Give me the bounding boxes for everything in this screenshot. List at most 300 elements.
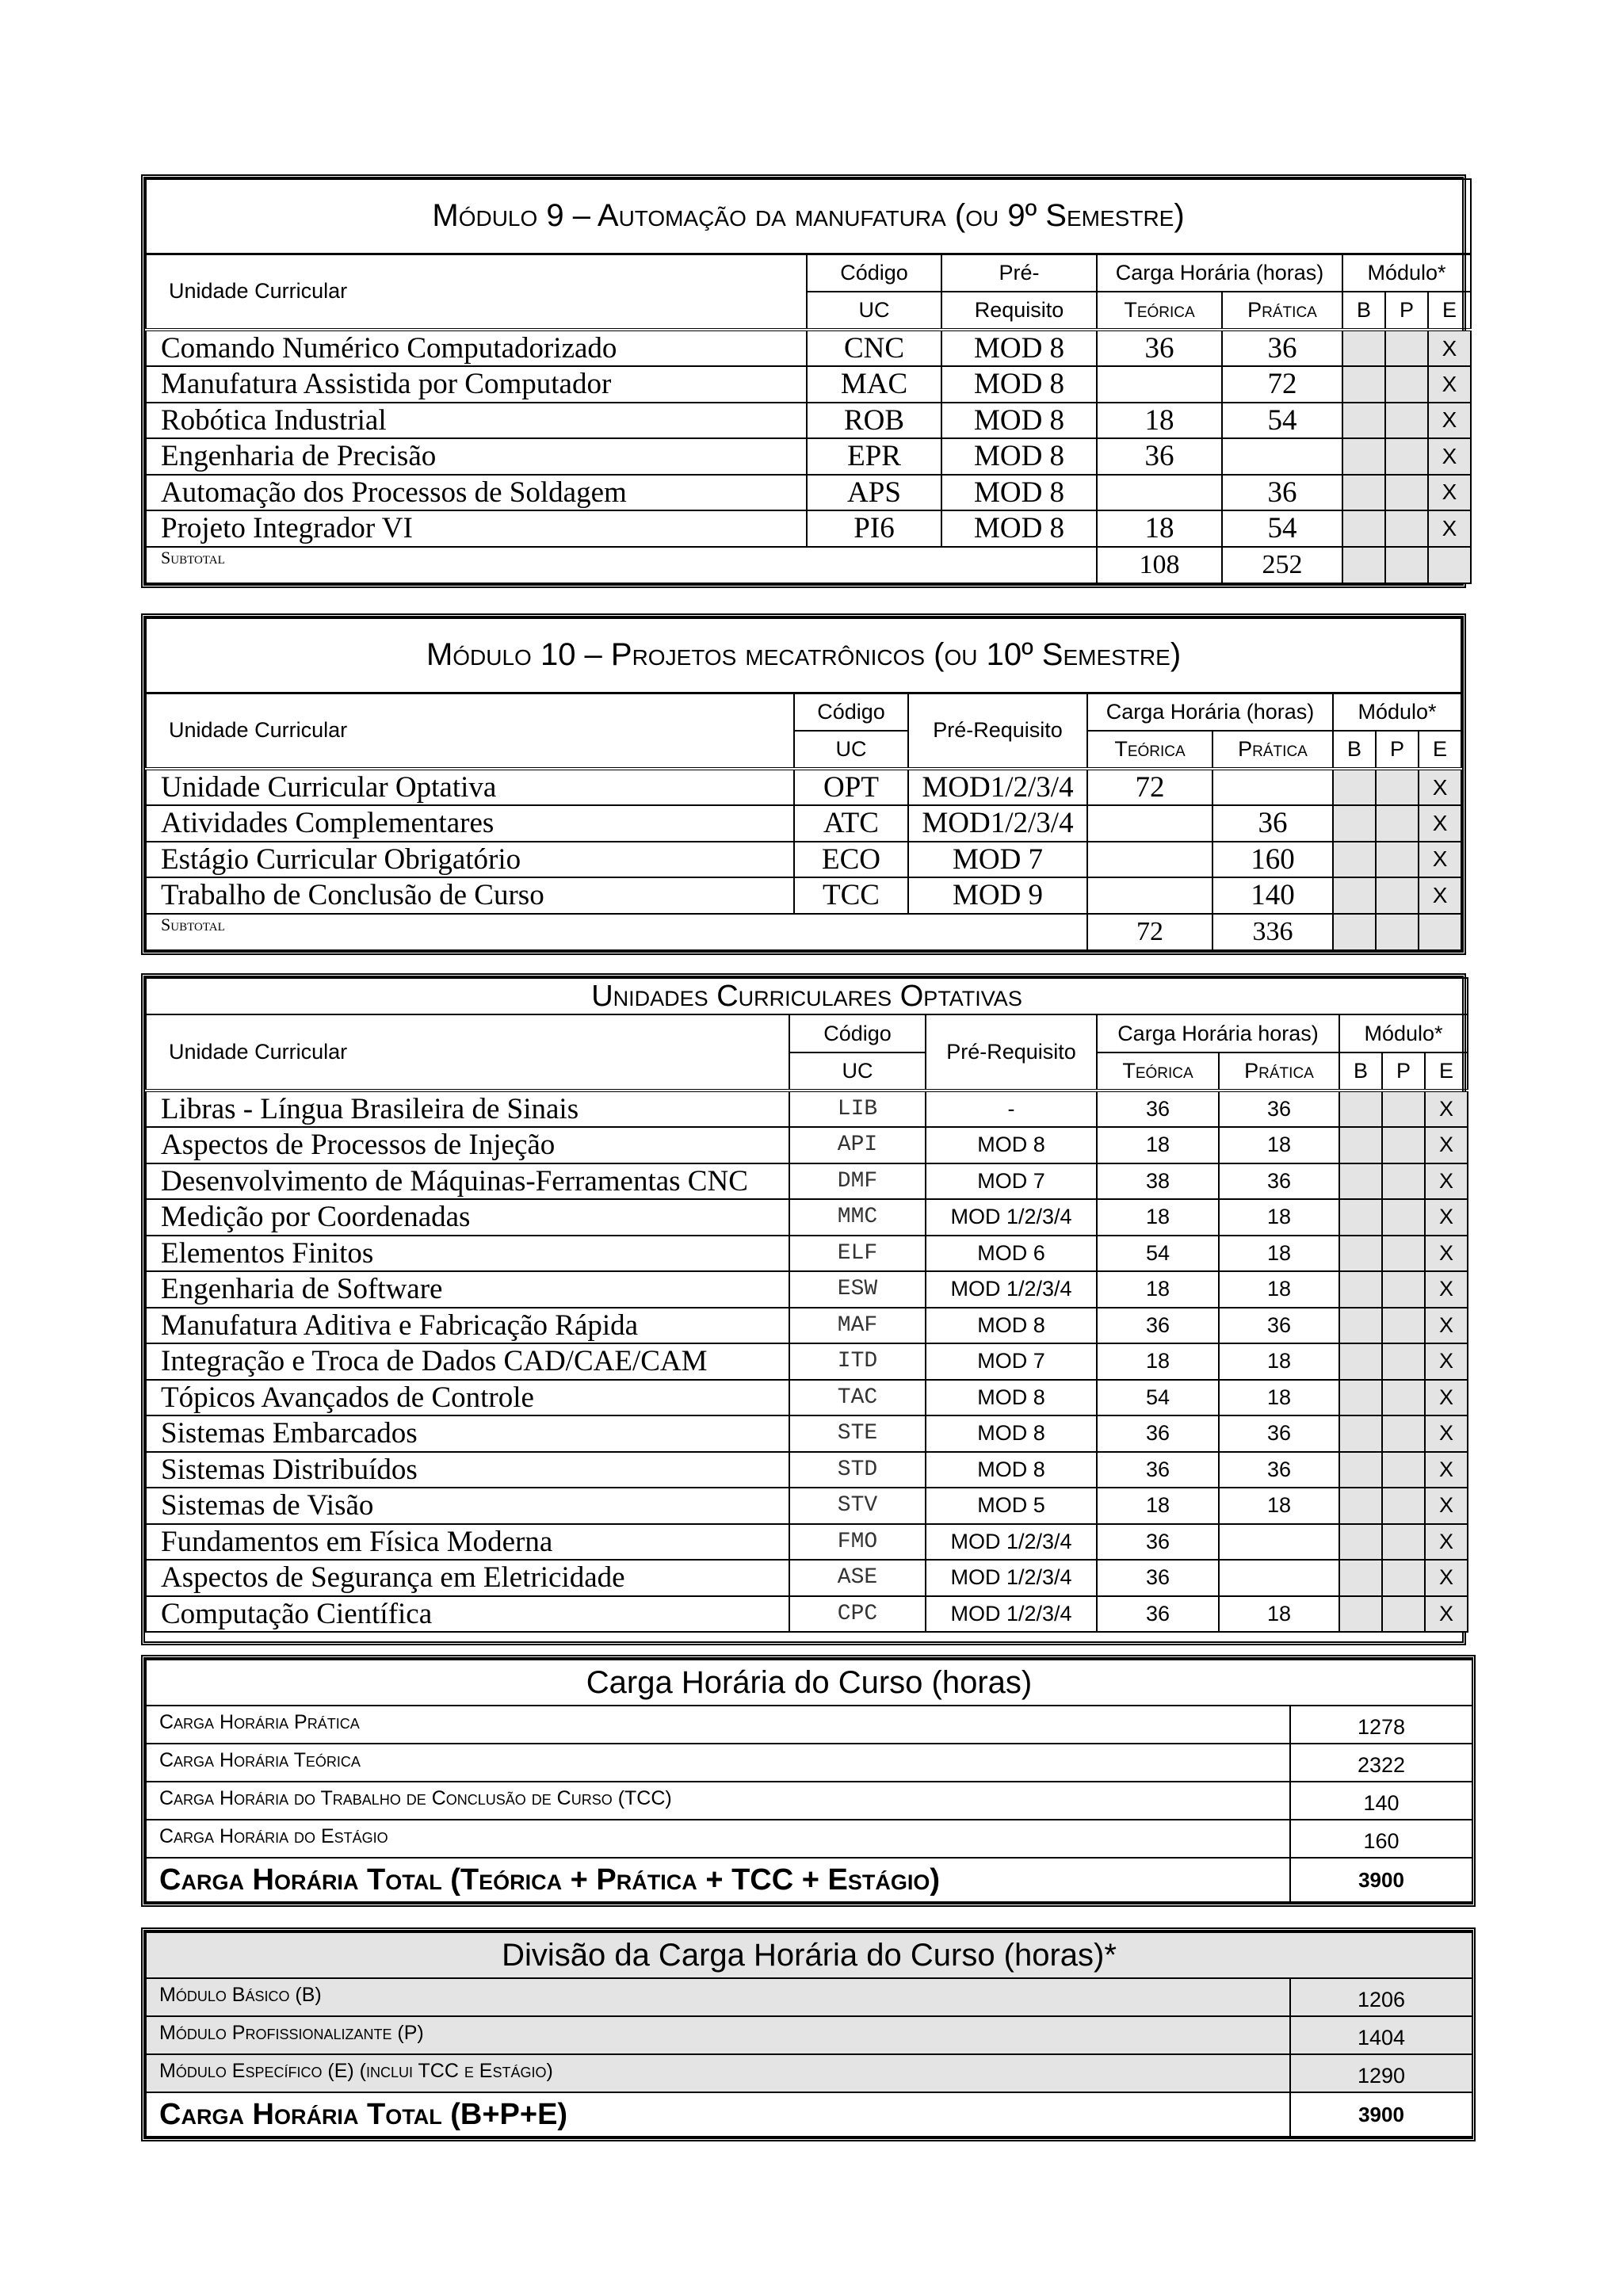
header-codigo: Código	[807, 254, 941, 292]
course-teorica: 18	[1097, 1488, 1219, 1524]
course-prereq: MOD 8	[941, 510, 1097, 547]
header-e: E	[1419, 731, 1461, 769]
course-pratica: 36	[1219, 1308, 1339, 1344]
module-10-table	[141, 613, 1466, 955]
course-prereq: MOD 5	[926, 1488, 1097, 1524]
course-teorica: 36	[1097, 438, 1222, 475]
course-name: Tópicos Avançados de Controle	[146, 1380, 789, 1416]
table-row	[146, 1343, 1468, 1380]
course-teorica: 36	[1097, 1596, 1219, 1633]
summary-value: 1278	[1290, 1706, 1472, 1744]
carga-rows	[146, 1706, 1472, 1858]
course-pratica: 36	[1219, 1415, 1339, 1452]
course-prereq: MOD 8	[926, 1127, 1097, 1163]
header-modulo: Módulo*	[1339, 1014, 1468, 1052]
module-e-mark: X	[1425, 1271, 1468, 1308]
module-9-rows	[146, 330, 1471, 547]
module-p-cell	[1382, 1163, 1425, 1200]
module-b-cell	[1339, 1524, 1382, 1561]
module-p-cell	[1385, 510, 1428, 547]
summary-label: Carga Horária do Estágio	[146, 1820, 1290, 1858]
course-name: Sistemas de Visão	[146, 1488, 789, 1524]
summary-row	[146, 2054, 1472, 2092]
course-name: Integração e Troca de Dados CAD/CAE/CAM	[146, 1343, 789, 1380]
table-row	[146, 769, 1461, 805]
module-p-cell	[1376, 842, 1419, 878]
summary-label: Carga Horária Prática	[146, 1706, 1290, 1744]
course-teorica: 18	[1097, 1199, 1219, 1236]
table-row	[146, 1596, 1468, 1633]
module-b-cell	[1339, 1308, 1382, 1344]
table-row	[146, 842, 1461, 878]
course-pratica: 36	[1222, 330, 1342, 366]
subtotal-b	[1333, 914, 1376, 950]
summary-label: Módulo Profissionalizante (P)	[146, 2016, 1290, 2054]
subtotal-pratica: 252	[1222, 547, 1342, 583]
course-teorica	[1097, 475, 1222, 511]
module-e-mark: X	[1425, 1415, 1468, 1452]
course-pratica: 18	[1219, 1236, 1339, 1272]
course-teorica: 18	[1097, 403, 1222, 439]
header-requisito: Requisito	[941, 292, 1097, 330]
course-code: ELF	[789, 1236, 926, 1272]
course-pratica	[1219, 1524, 1339, 1561]
course-name: Elementos Finitos	[146, 1236, 789, 1272]
table-row	[146, 1415, 1468, 1452]
subtotal-teorica: 108	[1097, 547, 1222, 583]
course-prereq: MOD1/2/3/4	[908, 769, 1087, 805]
module-e-mark: X	[1425, 1596, 1468, 1633]
carga-title: Carga Horária do Curso (horas)	[146, 1660, 1472, 1706]
module-p-cell	[1382, 1199, 1425, 1236]
course-prereq: MOD 8	[926, 1452, 1097, 1488]
course-pratica: 18	[1219, 1199, 1339, 1236]
course-prereq: MOD 8	[941, 366, 1097, 403]
course-pratica: 36	[1219, 1091, 1339, 1127]
course-name: Medição por Coordenadas	[146, 1199, 789, 1236]
course-code: MAC	[807, 366, 941, 403]
header-carga: Carga Horária (horas)	[1087, 693, 1333, 731]
module-b-cell	[1333, 805, 1376, 842]
course-pratica: 54	[1222, 510, 1342, 547]
summary-row	[146, 1978, 1472, 2016]
summary-value: 1290	[1290, 2054, 1472, 2092]
module-p-cell	[1382, 1308, 1425, 1344]
course-teorica: 36	[1097, 1308, 1219, 1344]
header-codigo: Código	[789, 1014, 926, 1052]
module-e-mark: X	[1425, 1091, 1468, 1127]
divisao-total-value: 3900	[1290, 2092, 1472, 2137]
course-pratica: 18	[1219, 1127, 1339, 1163]
module-p-cell	[1376, 877, 1419, 914]
table-row	[146, 1127, 1468, 1163]
course-teorica: 72	[1087, 769, 1212, 805]
subtotal-p	[1385, 547, 1428, 583]
module-b-cell	[1342, 403, 1385, 439]
course-pratica	[1219, 1560, 1339, 1596]
course-name: Engenharia de Software	[146, 1271, 789, 1308]
course-code: OPT	[794, 769, 908, 805]
course-teorica	[1087, 877, 1212, 914]
subtotal-e	[1428, 547, 1471, 583]
module-p-cell	[1385, 438, 1428, 475]
table-row	[146, 1271, 1468, 1308]
course-code: STE	[789, 1415, 926, 1452]
module-b-cell	[1342, 366, 1385, 403]
course-teorica: 38	[1097, 1163, 1219, 1200]
module-b-cell	[1342, 438, 1385, 475]
course-name: Robótica Industrial	[146, 403, 807, 439]
module-e-mark: X	[1425, 1380, 1468, 1416]
course-pratica: 72	[1222, 366, 1342, 403]
course-pratica: 36	[1212, 805, 1333, 842]
optativas-rows	[146, 1091, 1468, 1632]
course-code: EPR	[807, 438, 941, 475]
course-code: ATC	[794, 805, 908, 842]
course-name: Computação Científica	[146, 1596, 789, 1633]
divisao-rows	[146, 1978, 1472, 2092]
course-code: FMO	[789, 1524, 926, 1561]
module-b-cell	[1342, 330, 1385, 366]
course-prereq: MOD 7	[908, 842, 1087, 878]
header-uc: Unidade Curricular	[146, 1014, 789, 1091]
course-name: Aspectos de Segurança em Eletricidade	[146, 1560, 789, 1596]
course-prereq: MOD 7	[926, 1163, 1097, 1200]
module-e-mark: X	[1419, 877, 1461, 914]
module-b-cell	[1339, 1415, 1382, 1452]
module-9-title: Módulo 9 – Automação da manufatura (ou 9º Semestre)	[146, 179, 1471, 254]
course-code: LIB	[789, 1091, 926, 1127]
table-row	[146, 1488, 1468, 1524]
divisao-total-label: Carga Horária Total (B+P+E)	[146, 2092, 1290, 2137]
course-pratica	[1222, 438, 1342, 475]
module-e-mark: X	[1428, 438, 1471, 475]
course-prereq: MOD 8	[941, 403, 1097, 439]
course-prereq: MOD 1/2/3/4	[926, 1524, 1097, 1561]
module-b-cell	[1333, 877, 1376, 914]
module-b-cell	[1339, 1596, 1382, 1633]
course-teorica: 54	[1097, 1236, 1219, 1272]
course-pratica: 18	[1219, 1380, 1339, 1416]
course-pratica: 140	[1212, 877, 1333, 914]
module-e-mark: X	[1419, 769, 1461, 805]
course-code: MMC	[789, 1199, 926, 1236]
table-row	[146, 403, 1471, 439]
course-teorica	[1087, 842, 1212, 878]
course-code: STV	[789, 1488, 926, 1524]
module-b-cell	[1339, 1163, 1382, 1200]
header-codigo: Código	[794, 693, 908, 731]
course-prereq: MOD 8	[941, 438, 1097, 475]
header-b: B	[1339, 1052, 1382, 1091]
course-teorica: 36	[1097, 1452, 1219, 1488]
course-code: PI6	[807, 510, 941, 547]
divisao-title: Divisão da Carga Horária do Curso (horas)*	[146, 1932, 1472, 1978]
course-name: Fundamentos em Física Moderna	[146, 1524, 789, 1561]
table-row	[146, 1308, 1468, 1344]
course-code: ESW	[789, 1271, 926, 1308]
subtotal-b	[1342, 547, 1385, 583]
summary-value: 140	[1290, 1782, 1472, 1820]
module-b-cell	[1339, 1343, 1382, 1380]
course-prereq: -	[926, 1091, 1097, 1127]
module-e-mark: X	[1428, 475, 1471, 511]
header-uc: Unidade Curricular	[146, 693, 794, 769]
header-pratica: Prática	[1219, 1052, 1339, 1091]
module-p-cell	[1382, 1343, 1425, 1380]
module-p-cell	[1376, 805, 1419, 842]
course-pratica	[1212, 769, 1333, 805]
summary-row	[146, 1744, 1472, 1782]
module-e-mark: X	[1428, 510, 1471, 547]
course-teorica: 54	[1097, 1380, 1219, 1416]
subtotal-p	[1376, 914, 1419, 950]
header-prereq: Pré-Requisito	[926, 1014, 1097, 1091]
optativas-table	[141, 973, 1466, 1645]
course-teorica: 36	[1097, 330, 1222, 366]
header-modulo: Módulo*	[1342, 254, 1471, 292]
module-b-cell	[1342, 510, 1385, 547]
summary-row	[146, 1706, 1472, 1744]
course-prereq: MOD 8	[941, 330, 1097, 366]
course-teorica: 36	[1097, 1415, 1219, 1452]
module-p-cell	[1385, 366, 1428, 403]
summary-row	[146, 1820, 1472, 1858]
table-row	[146, 366, 1471, 403]
table-row	[146, 1560, 1468, 1596]
header-pratica: Prática	[1222, 292, 1342, 330]
course-code: DMF	[789, 1163, 926, 1200]
header-e: E	[1425, 1052, 1468, 1091]
module-p-cell	[1382, 1380, 1425, 1416]
table-row	[146, 1380, 1468, 1416]
course-prereq: MOD 6	[926, 1236, 1097, 1272]
course-name: Manufatura Assistida por Computador	[146, 366, 807, 403]
module-10-rows	[146, 769, 1461, 914]
module-b-cell	[1339, 1199, 1382, 1236]
module-e-mark: X	[1428, 366, 1471, 403]
course-name: Engenharia de Precisão	[146, 438, 807, 475]
summary-row	[146, 1782, 1472, 1820]
subtotal-teorica: 72	[1087, 914, 1212, 950]
course-prereq: MOD 8	[926, 1380, 1097, 1416]
header-uc-sub: UC	[807, 292, 941, 330]
course-pratica: 18	[1219, 1596, 1339, 1633]
module-e-mark: X	[1428, 403, 1471, 439]
summary-value: 1404	[1290, 2016, 1472, 2054]
module-b-cell	[1339, 1127, 1382, 1163]
module-p-cell	[1382, 1271, 1425, 1308]
header-p: P	[1385, 292, 1428, 330]
module-e-mark: X	[1425, 1524, 1468, 1561]
table-row	[146, 877, 1461, 914]
course-pratica: 54	[1222, 403, 1342, 439]
course-code: CNC	[807, 330, 941, 366]
course-prereq: MOD 9	[908, 877, 1087, 914]
course-name: Trabalho de Conclusão de Curso	[146, 877, 794, 914]
course-code: ITD	[789, 1343, 926, 1380]
course-teorica: 18	[1097, 510, 1222, 547]
course-prereq: MOD 8	[926, 1415, 1097, 1452]
course-prereq: MOD 8	[941, 475, 1097, 511]
course-prereq: MOD 7	[926, 1343, 1097, 1380]
module-p-cell	[1382, 1524, 1425, 1561]
course-teorica	[1097, 366, 1222, 403]
module-10-title: Módulo 10 – Projetos mecatrônicos (ou 10º Semestre)	[146, 618, 1461, 693]
course-code: ECO	[794, 842, 908, 878]
table-row	[146, 1452, 1468, 1488]
module-p-cell	[1382, 1452, 1425, 1488]
course-teorica: 18	[1097, 1127, 1219, 1163]
module-e-mark: X	[1425, 1488, 1468, 1524]
module-p-cell	[1382, 1560, 1425, 1596]
module-e-mark: X	[1425, 1199, 1468, 1236]
table-row	[146, 475, 1471, 511]
course-prereq: MOD 1/2/3/4	[926, 1560, 1097, 1596]
module-b-cell	[1339, 1091, 1382, 1127]
module-e-mark: X	[1425, 1236, 1468, 1272]
carga-horaria-table	[141, 1655, 1476, 1907]
table-row	[146, 1163, 1468, 1200]
module-e-mark: X	[1419, 842, 1461, 878]
summary-value: 160	[1290, 1820, 1472, 1858]
summary-label: Módulo Básico (B)	[146, 1978, 1290, 2016]
module-e-mark: X	[1425, 1560, 1468, 1596]
header-teorica: Teórica	[1097, 1052, 1219, 1091]
course-name: Manufatura Aditiva e Fabricação Rápida	[146, 1308, 789, 1344]
course-name: Sistemas Distribuídos	[146, 1452, 789, 1488]
table-row	[146, 1199, 1468, 1236]
course-code: ROB	[807, 403, 941, 439]
table-row	[146, 330, 1471, 366]
course-pratica: 18	[1219, 1488, 1339, 1524]
course-name: Projeto Integrador VI	[146, 510, 807, 547]
module-b-cell	[1339, 1380, 1382, 1416]
module-e-mark: X	[1419, 805, 1461, 842]
header-carga: Carga Horária horas)	[1097, 1014, 1339, 1052]
course-prereq: MOD 1/2/3/4	[926, 1271, 1097, 1308]
module-e-mark: X	[1425, 1127, 1468, 1163]
course-teorica: 18	[1097, 1271, 1219, 1308]
subtotal-label: Subtotal	[146, 547, 1097, 583]
summary-label: Carga Horária do Trabalho de Conclusão de Curso (TCC)	[146, 1782, 1290, 1820]
header-uc-sub: UC	[789, 1052, 926, 1091]
course-name: Comando Numérico Computadorizado	[146, 330, 807, 366]
table-row	[146, 1524, 1468, 1561]
course-teorica: 36	[1097, 1560, 1219, 1596]
subtotal-e	[1419, 914, 1461, 950]
module-e-mark: X	[1425, 1343, 1468, 1380]
course-prereq: MOD 1/2/3/4	[926, 1596, 1097, 1633]
course-code: STD	[789, 1452, 926, 1488]
course-pratica: 36	[1219, 1452, 1339, 1488]
course-pratica: 36	[1219, 1163, 1339, 1200]
divisao-table	[141, 1927, 1476, 2141]
course-teorica	[1087, 805, 1212, 842]
course-pratica: 18	[1219, 1271, 1339, 1308]
module-e-mark: X	[1425, 1308, 1468, 1344]
course-code: TCC	[794, 877, 908, 914]
summary-value: 2322	[1290, 1744, 1472, 1782]
summary-label: Módulo Específico (E) (inclui TCC e Estágio)	[146, 2054, 1290, 2092]
summary-label: Carga Horária Teórica	[146, 1744, 1290, 1782]
course-code: ASE	[789, 1560, 926, 1596]
header-b: B	[1333, 731, 1376, 769]
header-p: P	[1376, 731, 1419, 769]
module-b-cell	[1333, 842, 1376, 878]
header-teorica: Teórica	[1087, 731, 1212, 769]
course-code: TAC	[789, 1380, 926, 1416]
course-code: CPC	[789, 1596, 926, 1633]
module-b-cell	[1339, 1560, 1382, 1596]
module-e-mark: X	[1428, 330, 1471, 366]
module-p-cell	[1382, 1091, 1425, 1127]
course-prereq: MOD 1/2/3/4	[926, 1199, 1097, 1236]
module-b-cell	[1339, 1452, 1382, 1488]
module-p-cell	[1382, 1127, 1425, 1163]
course-pratica: 160	[1212, 842, 1333, 878]
table-row	[146, 438, 1471, 475]
summary-row	[146, 2016, 1472, 2054]
module-p-cell	[1382, 1236, 1425, 1272]
module-p-cell	[1382, 1596, 1425, 1633]
module-p-cell	[1382, 1488, 1425, 1524]
module-b-cell	[1333, 769, 1376, 805]
course-pratica: 36	[1222, 475, 1342, 511]
table-row	[146, 805, 1461, 842]
module-b-cell	[1339, 1236, 1382, 1272]
course-name: Unidade Curricular Optativa	[146, 769, 794, 805]
course-teorica: 36	[1097, 1091, 1219, 1127]
header-prereq: Pré-	[941, 254, 1097, 292]
course-name: Sistemas Embarcados	[146, 1415, 789, 1452]
module-b-cell	[1339, 1271, 1382, 1308]
course-teorica: 36	[1097, 1524, 1219, 1561]
course-pratica: 18	[1219, 1343, 1339, 1380]
header-pratica: Prática	[1212, 731, 1333, 769]
course-prereq: MOD1/2/3/4	[908, 805, 1087, 842]
course-name: Aspectos de Processos de Injeção	[146, 1127, 789, 1163]
header-uc-sub: UC	[794, 731, 908, 769]
module-e-mark: X	[1425, 1452, 1468, 1488]
carga-total-label: Carga Horária Total (Teórica + Prática + TCC + Estágio)	[146, 1858, 1290, 1902]
subtotal-pratica: 336	[1212, 914, 1333, 950]
header-teorica: Teórica	[1097, 292, 1222, 330]
course-teorica: 18	[1097, 1343, 1219, 1380]
course-code: API	[789, 1127, 926, 1163]
module-b-cell	[1339, 1488, 1382, 1524]
module-p-cell	[1385, 403, 1428, 439]
course-name: Estágio Curricular Obrigatório	[146, 842, 794, 878]
header-e: E	[1428, 292, 1471, 330]
table-row	[146, 1091, 1468, 1127]
subtotal-label: Subtotal	[146, 914, 1087, 950]
course-name: Automação dos Processos de Soldagem	[146, 475, 807, 511]
header-p: P	[1382, 1052, 1425, 1091]
optativas-title: Unidades Curriculares Optativas	[146, 978, 1468, 1014]
course-code: APS	[807, 475, 941, 511]
carga-total-value: 3900	[1290, 1858, 1472, 1902]
course-code: MAF	[789, 1308, 926, 1344]
module-p-cell	[1385, 330, 1428, 366]
table-row	[146, 510, 1471, 547]
module-p-cell	[1382, 1415, 1425, 1452]
course-name: Atividades Complementares	[146, 805, 794, 842]
module-b-cell	[1342, 475, 1385, 511]
course-name: Desenvolvimento de Máquinas-Ferramentas CNC	[146, 1163, 789, 1200]
module-p-cell	[1385, 475, 1428, 511]
module-9-table	[141, 174, 1466, 588]
